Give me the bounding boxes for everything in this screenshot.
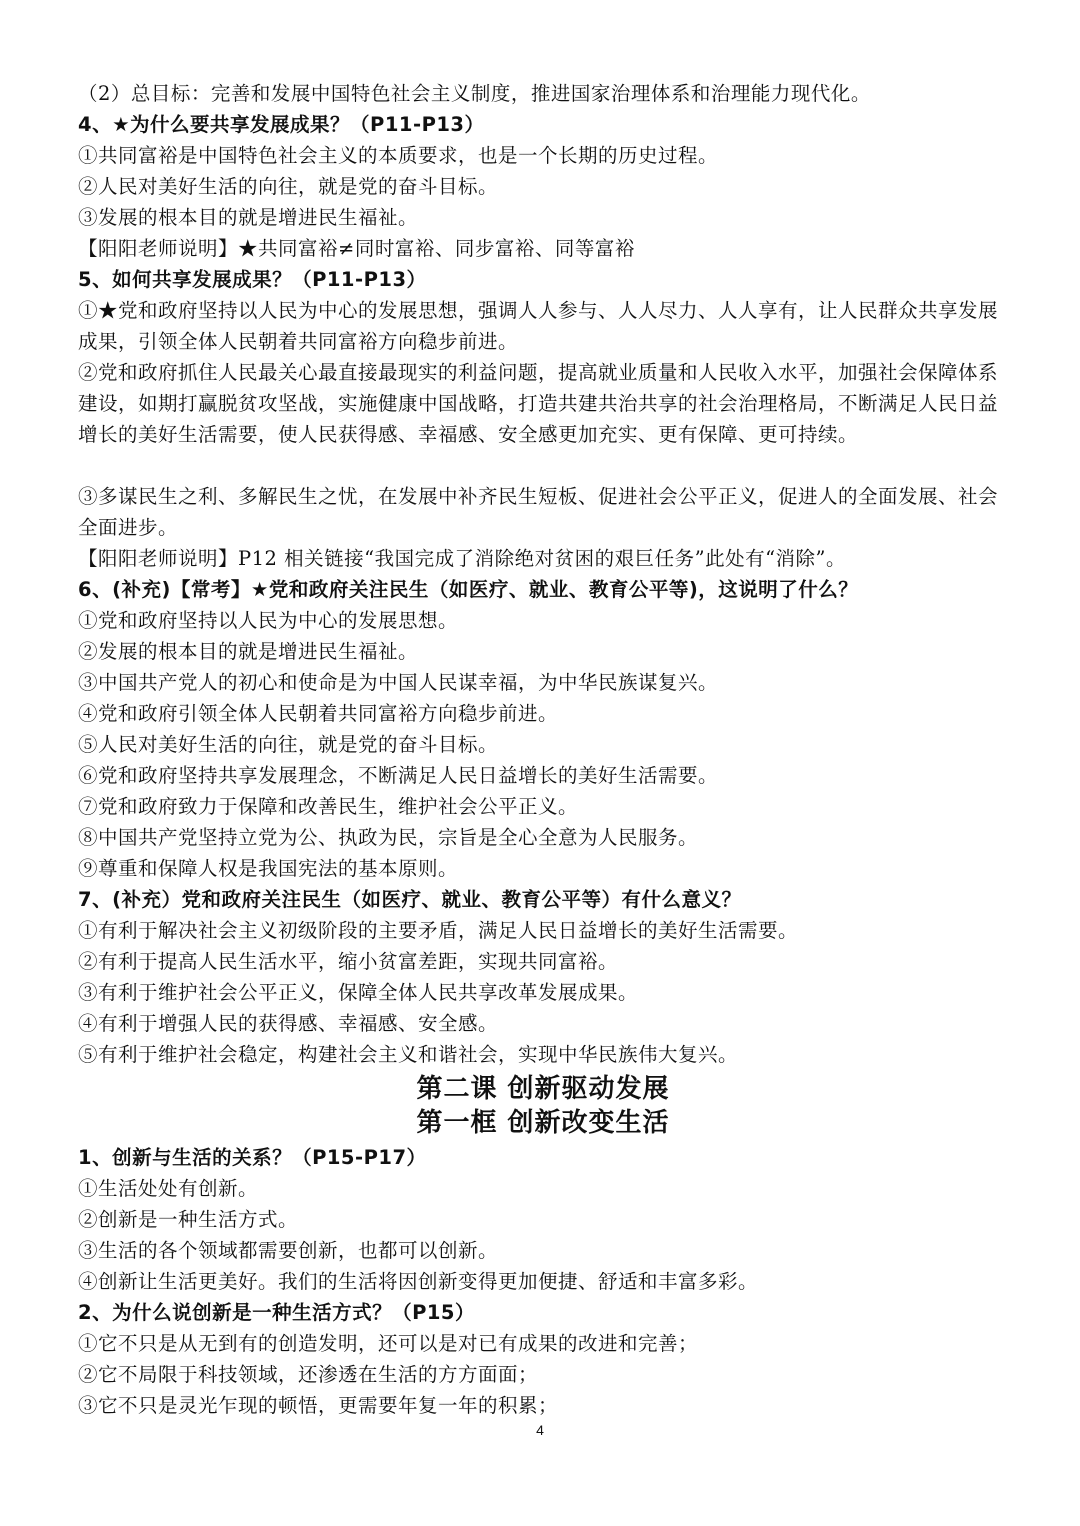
answer-6-2: ②发展的根本目的就是增进民生福祉。: [78, 640, 419, 663]
teacher-note-1: 【阳阳老师说明】★共同富裕≠同时富裕、同步富裕、同等富裕: [78, 237, 635, 260]
answer-6-4: ④党和政府引领全体人民朝着共同富裕方向稳步前进。: [78, 702, 559, 725]
answer-6-7: ⑦党和政府致力于保障和改善民生，维护社会公平正义。: [78, 795, 579, 818]
answer-6-3: ③中国共产党人的初心和使命是为中国人民谋幸福，为中华民族谋复兴。: [78, 671, 719, 694]
answer-7-5: ⑤有利于维护社会稳定，构建社会主义和谐社会，实现中华民族伟大复兴。: [78, 1043, 739, 1066]
page-content: [78, 78, 1008, 1421]
answer-4-3: ③发展的根本目的就是增进民生福祉。: [78, 206, 419, 229]
answer-1-4: ④创新让生活更美好。我们的生活将因创新变得更加便捷、舒适和丰富多彩。: [78, 1270, 759, 1293]
lesson-title: 第二课 创新驱动发展: [416, 1074, 670, 1104]
answer-4-1: ①共同富裕是中国特色社会主义的本质要求，也是一个长期的历史过程。: [78, 144, 719, 167]
question-2-heading: 2、为什么说创新是一种生活方式？（P15）: [78, 1301, 475, 1324]
answer-7-1: ①有利于解决社会主义初级阶段的主要矛盾，满足人民日益增长的美好生活需要。: [78, 919, 799, 942]
page-number: 4: [536, 1422, 544, 1438]
answer-6-6: ⑥党和政府坚持共享发展理念，不断满足人民日益增长的美好生活需要。: [78, 764, 719, 787]
answer-5-2: ②党和政府抓住人民最关心最直接最现实的利益问题，提高就业质量和人民收入水平，加强社会保障体系建设，如期打赢脱贫攻坚战，实施健康中国战略，打造共建共治共享的社会治理格局，不断满足人民日益增长的美好生活需要，使人民获得感、幸福感、安全感更加充实、更有保障、更可持续。: [78, 361, 999, 446]
answer-6-5: ⑤人民对美好生活的向往，就是党的奋斗目标。: [78, 733, 499, 756]
answer-2-2: ②它不局限于科技领域，还渗透在生活的方方面面；: [78, 1363, 539, 1386]
answer-6-1: ①党和政府坚持以人民为中心的发展思想。: [78, 609, 459, 632]
teacher-note-2: 【阳阳老师说明】P12 相关链接“我国完成了消除绝对贫困的艰巨任务”此处有“消除”。: [78, 547, 847, 570]
answer-2-1: ①它不只是从无到有的创造发明，还可以是对已有成果的改进和完善；: [78, 1332, 699, 1355]
question-4-heading: 4、★为什么要共享发展成果？（P11-P13）: [78, 113, 485, 136]
answer-1-3: ③生活的各个领域都需要创新，也都可以创新。: [78, 1239, 499, 1262]
question-7-heading: 7、(补充）党和政府关注民生（如医疗、就业、教育公平等）有什么意义？: [78, 888, 742, 911]
answer-6-8: ⑧中国共产党坚持立党为公、执政为民，宗旨是全心全意为人民服务。: [78, 826, 699, 849]
question-1-heading: 1、创新与生活的关系？（P15-P17）: [78, 1146, 427, 1169]
answer-5-3: ③多谋民生之利、多解民生之忧，在发展中补齐民生短板、促进社会公平正义，促进人的全面发展、社会全面进步。: [78, 485, 999, 539]
answer-7-3: ③有利于维护社会公平正义，保障全体人民共享改革发展成果。: [78, 981, 639, 1004]
answer-7-2: ②有利于提高人民生活水平，缩小贫富差距，实现共同富裕。: [78, 950, 619, 973]
answer-6-9: ⑨尊重和保障人权是我国宪法的基本原则。: [78, 857, 459, 880]
frame-title: 第一框 创新改变生活: [416, 1108, 670, 1138]
answer-4-2: ②人民对美好生活的向往，就是党的奋斗目标。: [78, 175, 499, 198]
answer-5-1: ①★党和政府坚持以人民为中心的发展思想，强调人人参与、人人尽力、人人享有，让人民群众共享发展成果，引领全体人民朝着共同富裕方向稳步前进。: [78, 299, 999, 353]
answer-1-1: ①生活处处有创新。: [78, 1177, 259, 1200]
answer-1-2: ②创新是一种生活方式。: [78, 1208, 299, 1231]
question-5-heading: 5、如何共享发展成果？（P11-P13）: [78, 268, 427, 291]
answer-7-4: ④有利于增强人民的获得感、幸福感、安全感。: [78, 1012, 499, 1035]
answer-2-3: ③它不只是灵光乍现的顿悟，更需要年复一年的积累；: [78, 1394, 559, 1417]
question-6-heading: 6、(补充)【常考】★党和政府关注民生（如医疗、就业、教育公平等)，这说明了什么？: [78, 578, 859, 601]
goal-line: （2）总目标：完善和发展中国特色社会主义制度，推进国家治理体系和治理能力现代化。: [78, 82, 871, 105]
